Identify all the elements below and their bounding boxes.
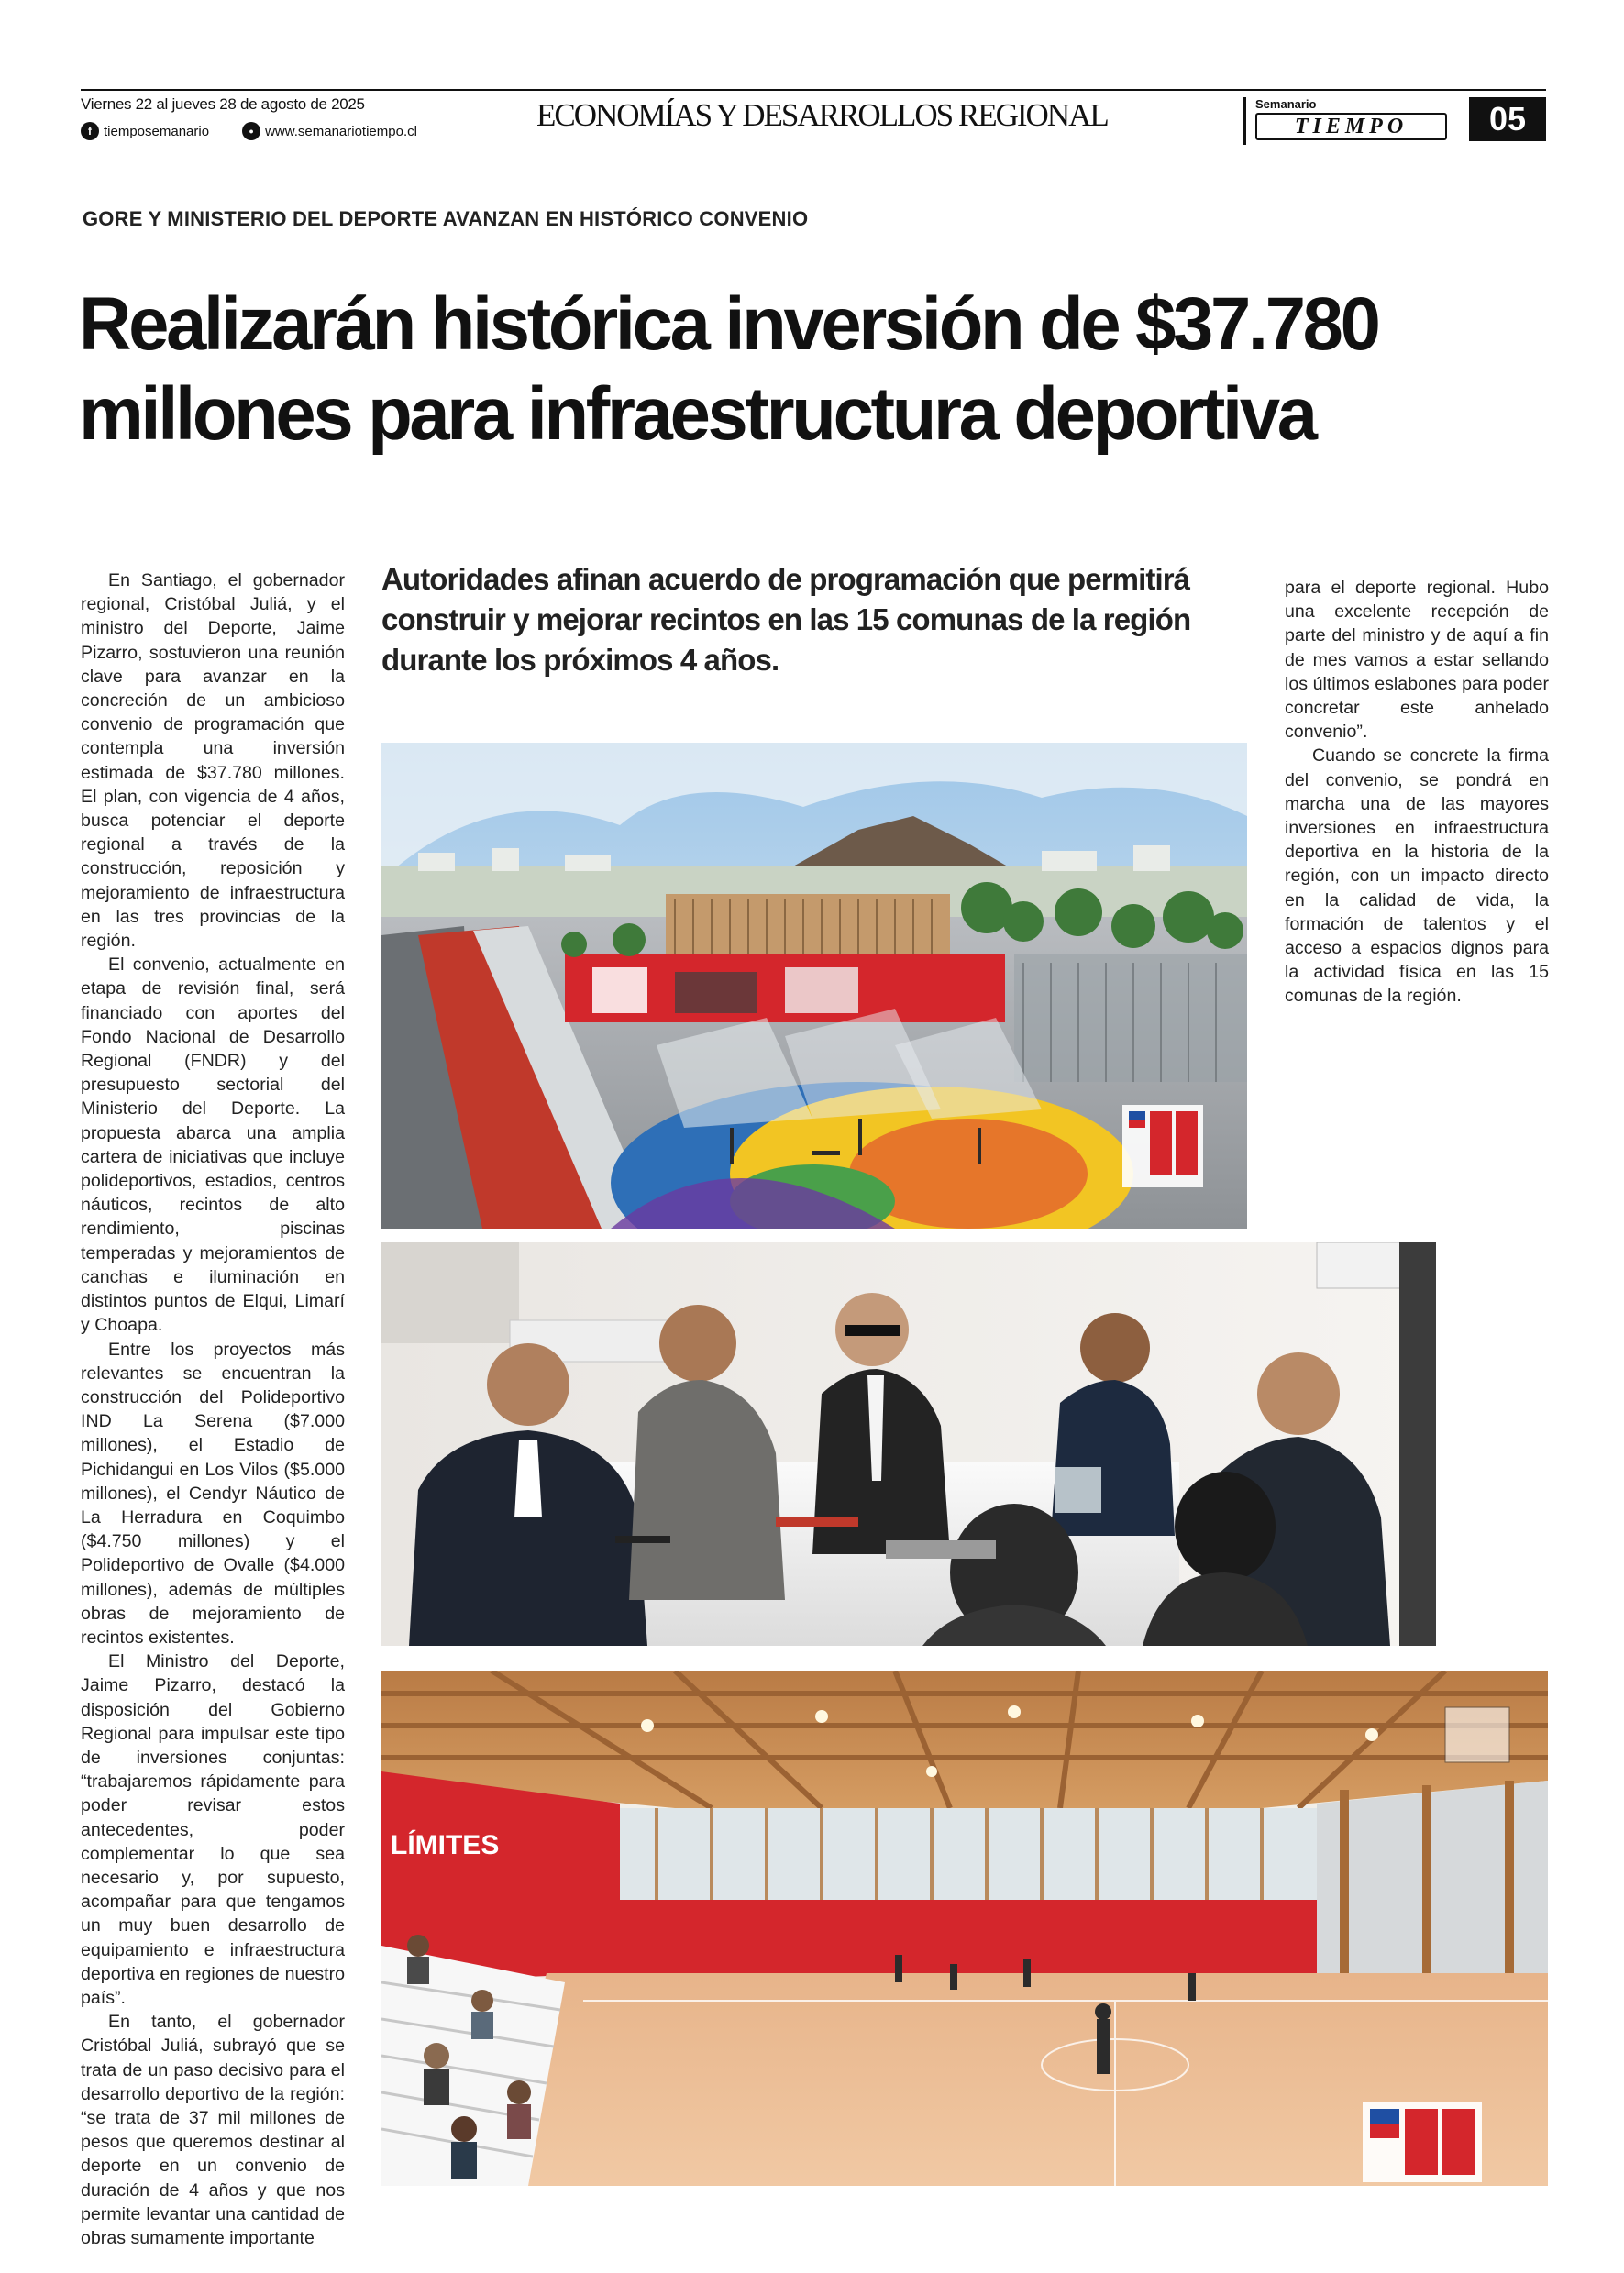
web-icon: ● [242, 122, 260, 140]
sports-complex-render-image [381, 743, 1247, 1229]
facebook-icon: f [81, 122, 99, 140]
paragraph: En tanto, el gobernador Cristóbal Juliá, subrayó que se trata de un paso decisivo para el desarrollo deportivo de la región: “se trata de 37 mil millones de pesos que queremos destinar al deporte en un convenio de duración de 4 años y que nos permite levantar una cantidad de obras sumamente importante [81, 2012, 345, 2249]
top-rule [81, 89, 1546, 91]
paragraph: En Santiago, el gobernador regional, Cristóbal Juliá, y el ministro del Deporte, Jaime Pizarro, sostuvieron una reunión clave para avanzar en la concreción de un ambicioso convenio de programación que contempla una inversión estimada de $37.780 millones. El plan, con vigencia de 4 años, busca potenciar el deporte regional a través de la construcción, reposición y mejoramiento de infraestructura en las tres provincias de la región. [81, 570, 345, 952]
issue-date: Viernes 22 al jueves 28 de agosto de 2025 [81, 95, 365, 113]
paragraph: El convenio, actualmente en etapa de revisión final, será financiado con aportes del Fondo Nacional de Desarrollo Regional (FNDR) y del presupuesto sectorial del Ministerio del Deporte. La propuesta abarca una amplia cartera de iniciativas que incluye polideportivos, estadios, centros náuticos, recintos de alto rendimiento, piscinas temperadas y mejoramientos de canchas e iluminación en distintos puntos de Elqui, Limarí y Choapa. [81, 954, 345, 1336]
facebook-link[interactable] [81, 122, 209, 140]
article-column-left [81, 568, 345, 2250]
article-headline: Realizarán histórica inversión de $37.780 millones para infraestructura deportiva [79, 282, 1378, 456]
masthead-brand [1243, 97, 1447, 145]
facebook-handle: tiemposemanario [104, 123, 210, 139]
paragraph: Entre los proyectos más relevantes se encuentran la construcción del Polideportivo IND La Serena ($7.000 millones), el Estadio de Pichidangui en Los Vilos ($5.000 millones), el Cendyr Náutico de La Herradura en Coquimbo ($4.750 millones) y el Polideportivo de Ovalle ($4.000 millones), además de múltiples obras de mejoramiento de recintos existentes. [81, 1339, 345, 1648]
article-subheadline: Autoridades afinan acuerdo de programación que permitirá construir y mejorar recintos en las 15 comunas de la región durante los próximos 4 años. [381, 562, 1191, 677]
gym-interior-render-image [381, 1671, 1548, 2186]
social-links [81, 122, 417, 140]
section-title: ECONOMÍAS Y DESARROLLOS REGIONAL [536, 97, 1108, 133]
article-column-right [1285, 576, 1549, 1009]
article-kicker: GORE Y MINISTERIO DEL DEPORTE AVANZAN EN HISTÓRICO CONVENIO [83, 207, 809, 230]
brand-logo: TIEMPO [1255, 113, 1447, 140]
website-link[interactable] [242, 122, 417, 140]
gym-wall-sign: LÍMITES [391, 1830, 500, 1860]
brand-small-label: Semanario [1255, 97, 1317, 111]
paragraph: Cuando se concrete la firma del convenio, se pondrá en marcha una de las mayores inversiones en infraestructura deportiva en la historia de la región, con un impacto directo en la calidad de vida, la formación de talentos y el acceso a espacios dignos para la actividad física en las 15 comunas de la región. [1285, 745, 1549, 1007]
paragraph: El Ministro del Deporte, Jaime Pizarro, destacó la disposición del Gobierno Regional para impulsar este tipo de inversiones conjuntas: “trabajaremos rápidamente para poder revisar estos antecedentes, poder complementar lo que sea necesario y, por supuesto, acompañar para que tengamos un muy buen desarrollo de equipamiento e infraestructura deportiva en regiones de nuestro país”. [81, 1651, 345, 2008]
website-url: www.semanariotiempo.cl [265, 123, 417, 139]
paragraph-continuation: para el deporte regional. Hubo una excelente recepción de parte del ministro y de aquí a fin de mes vamos a estar sellando los últimos eslabones para poder concretar este anhelado convenio”. [1285, 578, 1549, 743]
page-number: 05 [1469, 97, 1546, 141]
meeting-photo-image [381, 1242, 1436, 1646]
